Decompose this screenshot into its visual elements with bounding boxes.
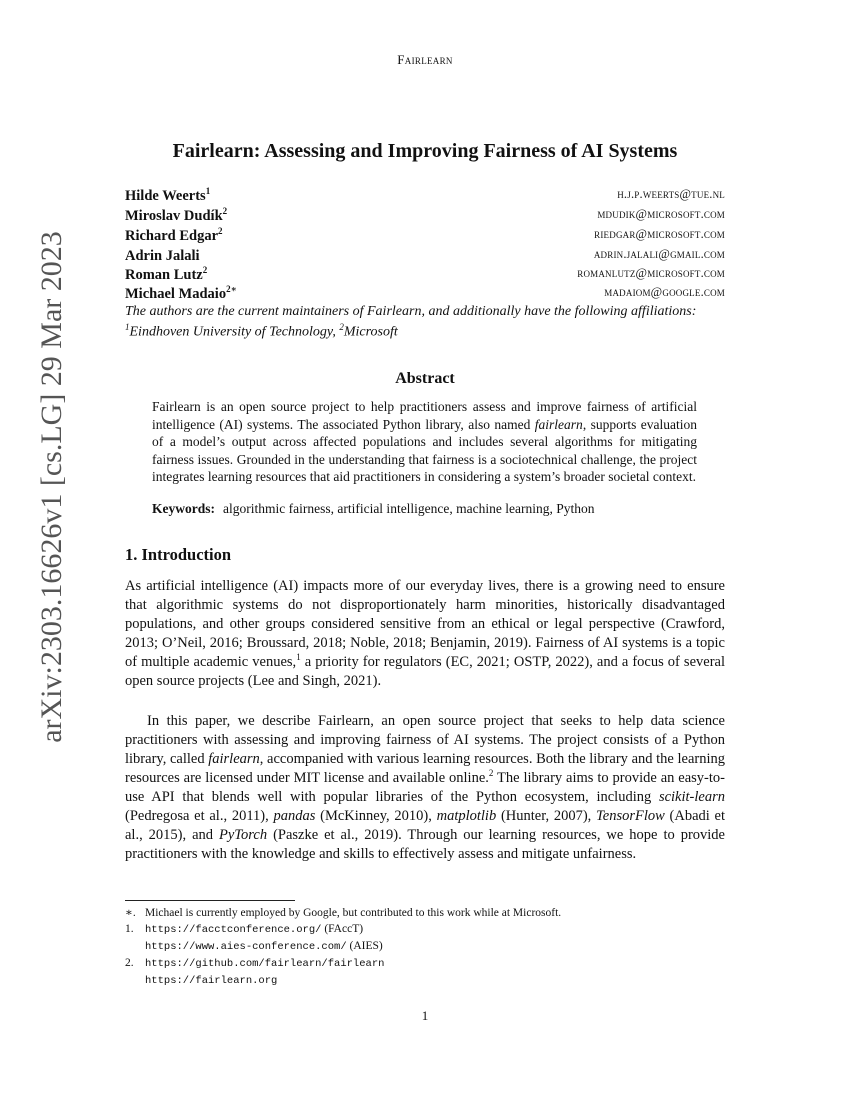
- footnote-marker[interactable]: 1: [296, 652, 301, 663]
- author-email[interactable]: h.j.p.weerts@tue.nl: [617, 187, 725, 201]
- author-row: [125, 284, 725, 304]
- affiliation-list: $^1$Eindhoven University of Technology, $^2$Microsoft: [125, 322, 398, 340]
- author-row: [125, 186, 725, 206]
- author-row: [125, 246, 725, 266]
- author-name: Roman Lutz$^2$: [125, 265, 208, 283]
- author-email[interactable]: mdudik@microsoft.com: [597, 207, 725, 221]
- footnote-link[interactable]: https://facctconference.org/: [145, 924, 322, 936]
- footnote-link[interactable]: https://github.com/fairlearn/fairlearn: [145, 958, 385, 970]
- footnote-divider: [125, 900, 295, 901]
- author-name: Hilde Weerts$^1$: [125, 186, 211, 204]
- abstract-text: Fairlearn is an open source project to help practitioners assess and improve fairness of artificial intelligence (AI) systems. The associated Python library, also named fairlearn, supports evaluation of a model’s output across affected populations and includes several algorithms for mitigating fairness issues. Grounded in the understanding that fairness is a sociotechnical challenge, the project integrates learning resources that aid practitioners in considering a system’s broader societal context.: [152, 399, 698, 484]
- abstract-heading: Abstract: [395, 370, 455, 387]
- author-email[interactable]: riedgar@microsoft.com: [594, 227, 725, 241]
- author-row: [125, 265, 725, 285]
- author-email[interactable]: adrin.jalali@gmail.com: [593, 247, 725, 261]
- keywords-text: algorithmic fairness, artificial intelligence, machine learning, Python: [223, 501, 595, 516]
- page-number: 1: [421, 1008, 429, 1023]
- running-head: Fairlearn: [397, 52, 453, 67]
- footnote-item: 1. https://facctconference.org/ (FAccT): [125, 923, 364, 936]
- footnote-marker[interactable]: 2: [488, 768, 494, 779]
- affiliation-note: The authors are the current maintainers of Fairlearn, and additionally have the following affiliations:: [125, 304, 697, 319]
- arxiv-identifier-stamp: arXiv:2303.16626v1 [cs.LG] 29 Mar 2023: [35, 231, 68, 743]
- body-paragraph: As artificial intelligence (AI) impacts more of our everyday lives, there is a growing need to ensure that algorithmic systems do not disproportionately harm minorities, historically disadvantaged populations, and other groups considered sensitive from an ethical or legal perspective (Crawford, 2013; O’Neil, 2016; Broussard, 2018; Noble, 2018; Benjamin, 2019). Fairness of AI systems is a topic of multiple academic venues,$^1$ a priority for regulators (EC, 2021; OSTP, 2022), and a focus of several open source projects (Lee and Singh, 2021).: [125, 578, 725, 689]
- footnote-link[interactable]: https://fairlearn.org: [145, 975, 278, 987]
- author-name: Michael Madaio$^{2∗}$: [125, 284, 237, 302]
- keywords-label: Keywords:: [152, 501, 215, 516]
- keywords: [152, 501, 712, 517]
- footnote-item: https://www.aies-conference.com/ (AIES): [145, 940, 383, 953]
- author-name: Richard Edgar$^2$: [125, 226, 223, 244]
- footnote-item: 2. https://github.com/fairlearn/fairlearn: [125, 957, 385, 970]
- author-email[interactable]: madaiom@google.com: [604, 285, 725, 299]
- footnotes: [125, 905, 725, 989]
- author-email[interactable]: romanlutz@microsoft.com: [577, 266, 725, 280]
- section-heading: 1. Introduction: [125, 545, 232, 564]
- footnote-item: ∗. Michael is currently employed by Google, but contributed to this work while at Microsoft.: [125, 907, 562, 919]
- author-row: [125, 226, 725, 246]
- author-name: Adrin Jalali: [125, 247, 200, 264]
- paper-title: Fairlearn: Assessing and Improving Fairness of AI Systems: [172, 140, 678, 162]
- author-row: [125, 206, 725, 226]
- footnote-item: [125, 972, 725, 989]
- body-paragraph: In this paper, we describe Fairlearn, an open source project that seeks to help data science practitioners with assessing and improving fairness of AI systems. The project consists of a Python library, called fairlearn, accompanied with various learning resources. Both the library and the learning resources are licensed under MIT license and available online.$^2$ The library aims to provide an easy-to-use API that blends well with popular libraries of the Python ecosystem, including scikit-learn (Pedregosa et al., 2011), pandas (McKinney, 2010), matplotlib (Hunter, 2007), TensorFlow (Abadi et al., 2015), and PyTorch (Paszke et al., 2019). Through our learning resources, we hope to provide practitioners with the knowledge and skills to effectively assess and mitigate unfairness.: [125, 713, 726, 862]
- author-name: Miroslav Dudík$^2$: [125, 206, 228, 224]
- footnote-link[interactable]: https://www.aies-conference.com/: [145, 941, 347, 953]
